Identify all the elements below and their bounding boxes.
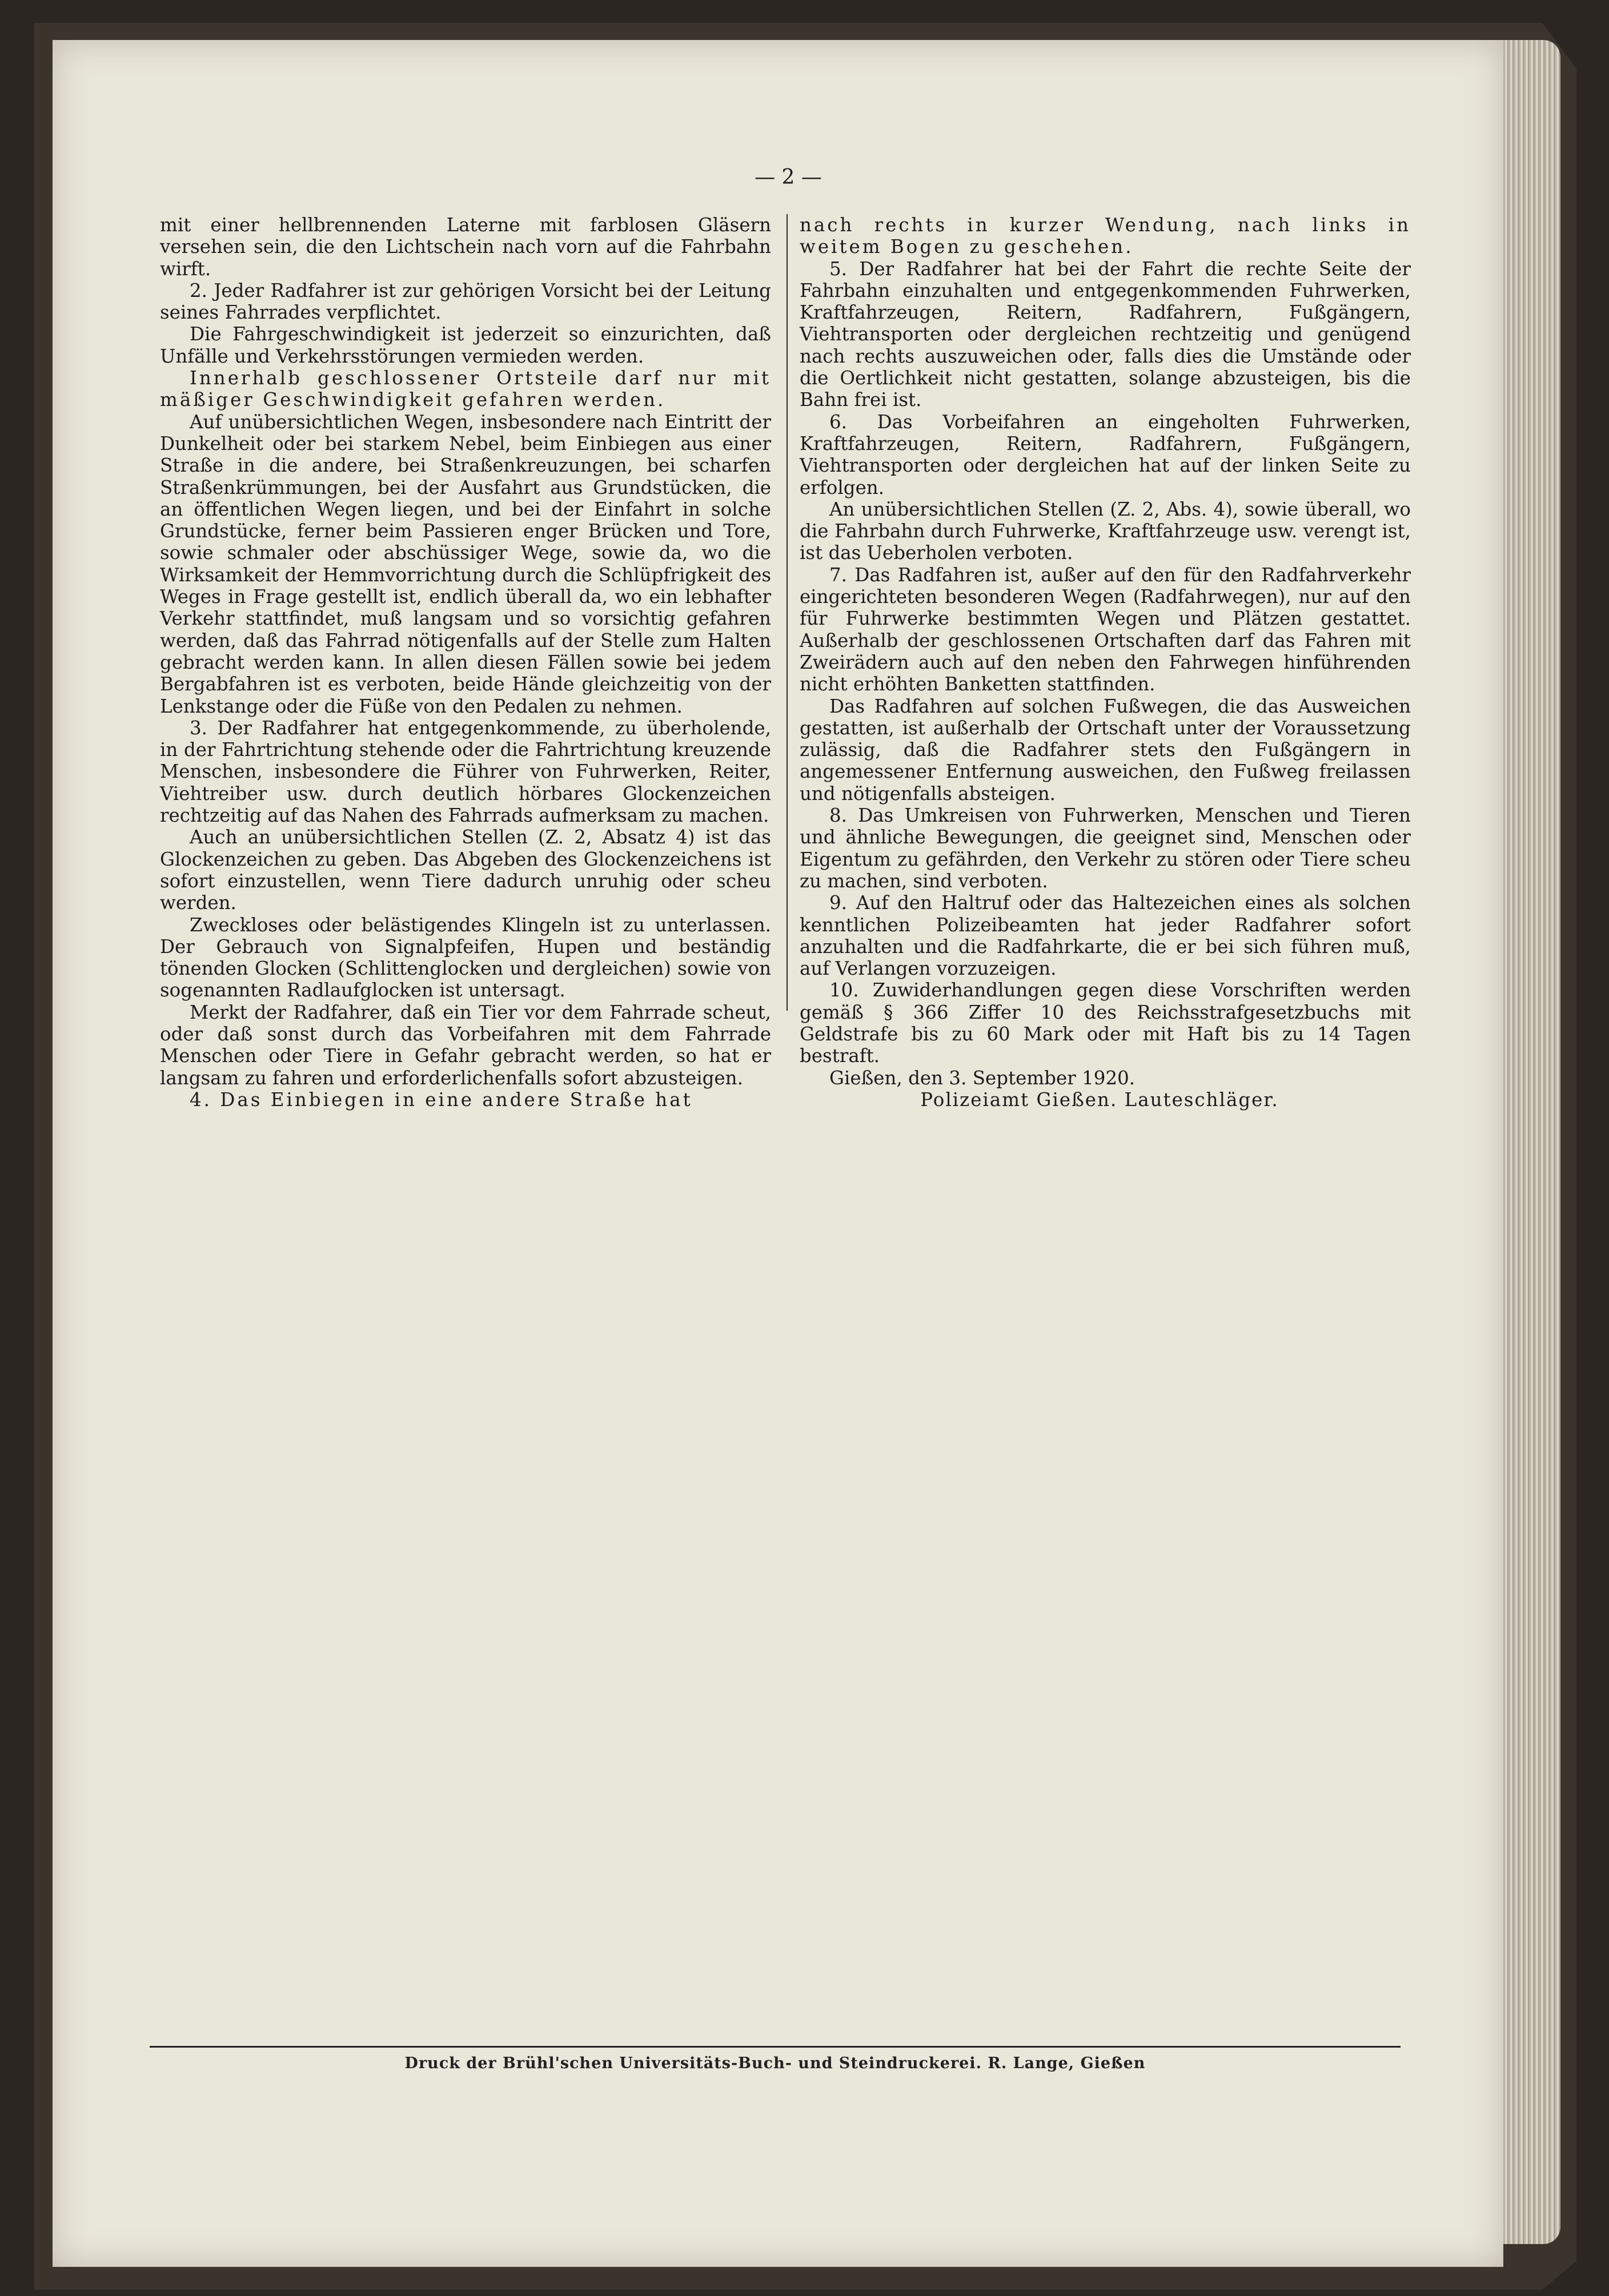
left-paragraph-3: Die Fahrgeschwindigkeit ist jederzeit so einzurichten, daß Unfälle und Verkehrsstörungen vermieden werden. xyxy=(160,323,771,367)
right-paragraph-3: 6. Das Vorbeifahren an eingeholten Fuhrwerken, Kraftfahrzeugen, Reitern, Radfahrern, Fußgängern, Viehtransporten oder dergleichen hat auf der linken Seite zu erfolgen. xyxy=(800,411,1411,498)
left-column xyxy=(160,214,771,1111)
left-paragraph-9: Merkt der Radfahrer, daß ein Tier vor dem Fahrrade scheut, oder daß sonst durch das Vorbeifahren mit dem Fahrrade Menschen oder Tiere in Gefahr gebracht werden, so hat er langsam zu fahren und erforderlichenfalls sofort abzusteigen. xyxy=(160,1001,771,1089)
printer-imprint: Druck der Brühl'schen Universitäts-Buch- und Steindruckerei. R. Lange, Gießen xyxy=(404,2054,1146,2072)
right-paragraph-1: nach rechts in kurzer Wendung, nach links in weitem Bogen zu geschehen. xyxy=(800,214,1411,258)
right-paragraph-8: 9. Auf den Haltruf oder das Haltezeichen eines als solchen kenntlichen Polizeibeamten hat jeder Radfahrer sofort anzuhalten und die Radfahrkarte, die er bei sich führen muß, auf Verlangen vorzuzeigen. xyxy=(800,892,1411,980)
left-paragraph-10: 4. Das Einbiegen in eine andere Straße hat xyxy=(190,1088,693,1111)
book-page-edges xyxy=(1503,40,1560,2244)
office-signature: Polizeiamt Gießen. Lauteschläger. xyxy=(920,1088,1279,1111)
footer-rule xyxy=(150,2046,1401,2048)
right-column xyxy=(800,214,1411,1111)
right-paragraph-6: Das Radfahren auf solchen Fußwegen, die das Ausweichen gestatten, ist außerhalb der Ortschaft unter der Voraussetzung zulässig, daß die Radfahrer stets den Fußgängern in angemessener Entfernung ausweichen, den Fußweg freilassen und nötigenfalls absteigen. xyxy=(800,695,1411,805)
left-paragraph-5: Auf unübersichtlichen Wegen, insbesondere nach Eintritt der Dunkelheit oder bei starkem Nebel, beim Einbiegen aus einer Straße in die andere, bei Straßenkreuzungen, bei scharfen Straßenkrümmungen, bei der Ausfahrt aus Grundstücken, die an öffentlichen Wegen liegen, und bei der Einfahrt in solche Grundstücke, ferner beim Passieren enger Brücken und Tore, sowie schmaler oder abschüssiger Wege, sowie da, wo die Wirksamkeit der Hemmvorrichtung durch die Schlüpfrigkeit des Weges in Frage gestellt ist, endlich überall da, wo ein lebhafter Verkehr stattfindet, muß langsam und so vorsichtig gefahren werden, daß das Fahrrad nötigenfalls auf der Stelle zum Halten gebracht werden kann. In allen diesen Fällen sowie bei jedem Bergabfahren ist es verboten, beide Hände gleichzeitig von der Lenkstange oder die Füße von den Pedalen zu nehmen. xyxy=(160,411,771,717)
left-paragraph-4: Innerhalb geschlossener Ortsteile darf nur mit mäßiger Geschwindigkeit gefahren werden. xyxy=(160,367,771,411)
place-and-date: Gießen, den 3. September 1920. xyxy=(829,1067,1135,1089)
right-paragraph-7: 8. Das Umkreisen von Fuhrwerken, Menschen und Tieren und ähnliche Bewegungen, die geeignet sind, Menschen oder Eigentum zu gefährden, den Verkehr zu stören oder Tiere scheu zu machen, sind verboten. xyxy=(800,805,1411,892)
left-paragraph-2: 2. Jeder Radfahrer ist zur gehörigen Vorsicht bei der Leitung seines Fahrrades verpflichtet. xyxy=(160,279,771,324)
right-paragraph-4: An unübersichtlichen Stellen (Z. 2, Abs. 4), sowie überall, wo die Fahrbahn durch Fuhrwerke, Kraftfahrzeuge usw. verengt ist, ist das Ueberholen verboten. xyxy=(800,498,1411,564)
left-paragraph-6: 3. Der Radfahrer hat entgegenkommende, zu überholende, in der Fahrtrichtung stehende oder die Fahrtrichtung kreuzende Menschen, insbesondere die Führer von Fuhrwerken, Reiter, Viehtreiber usw. durch deutlich hörbares Glockenzeichen rechtzeitig auf das Nahen des Fahrrads aufmerksam zu machen. xyxy=(160,717,771,827)
page-number: — 2 — xyxy=(755,166,822,189)
column-divider xyxy=(787,214,788,1011)
right-paragraph-2: 5. Der Radfahrer hat bei der Fahrt die rechte Seite der Fahrbahn einzuhalten und entgegenkommenden Fuhrwerken, Kraftfahrzeugen, Reitern, Radfahrern, Fußgängern, Viehtransporten oder dergleichen rechtzeitig und genügend nach rechts auszuweichen oder, falls dies die Umstände oder die Oertlichkeit nicht gestatten, solange abzusteigen, bis die Bahn frei ist. xyxy=(800,258,1411,411)
left-paragraph-1: mit einer hellbrennenden Laterne mit farblosen Gläsern versehen sein, die den Lichtschein nach vorn auf die Fahrbahn wirft. xyxy=(160,214,771,280)
left-paragraph-8: Zweckloses oder belästigendes Klingeln ist zu unterlassen. Der Gebrauch von Signalpfeifen, Hupen und beständig tönenden Glocken (Schlittenglocken und dergleichen) sowie von sogenannten Radlaufglocken ist untersagt. xyxy=(160,914,771,1002)
right-paragraph-9: 10. Zuwiderhandlungen gegen diese Vorschriften werden gemäß § 366 Ziffer 10 des Reichsstrafgesetzbuchs mit Geldstrafe bis zu 60 Mark oder mit Haft bis zu 14 Tagen bestraft. xyxy=(800,979,1411,1067)
right-paragraph-5: 7. Das Radfahren ist, außer auf den für den Radfahrverkehr eingerichteten besonderen Wegen (Radfahrwegen), nur auf den für Fuhrwerke bestimmten Wegen und Plätzen gestattet. Außerhalb der geschlossenen Ortschaften darf das Fahren mit Zweirädern auch auf den neben den Fahrwegen hinführenden nicht erhöhten Banketten stattfinden. xyxy=(800,564,1411,695)
left-paragraph-7: Auch an unübersichtlichen Stellen (Z. 2, Absatz 4) ist das Glockenzeichen zu geben. Das Abgeben des Glockenzeichens ist sofort einzustellen, wenn Tiere dadurch unruhig oder scheu werden. xyxy=(160,826,771,914)
